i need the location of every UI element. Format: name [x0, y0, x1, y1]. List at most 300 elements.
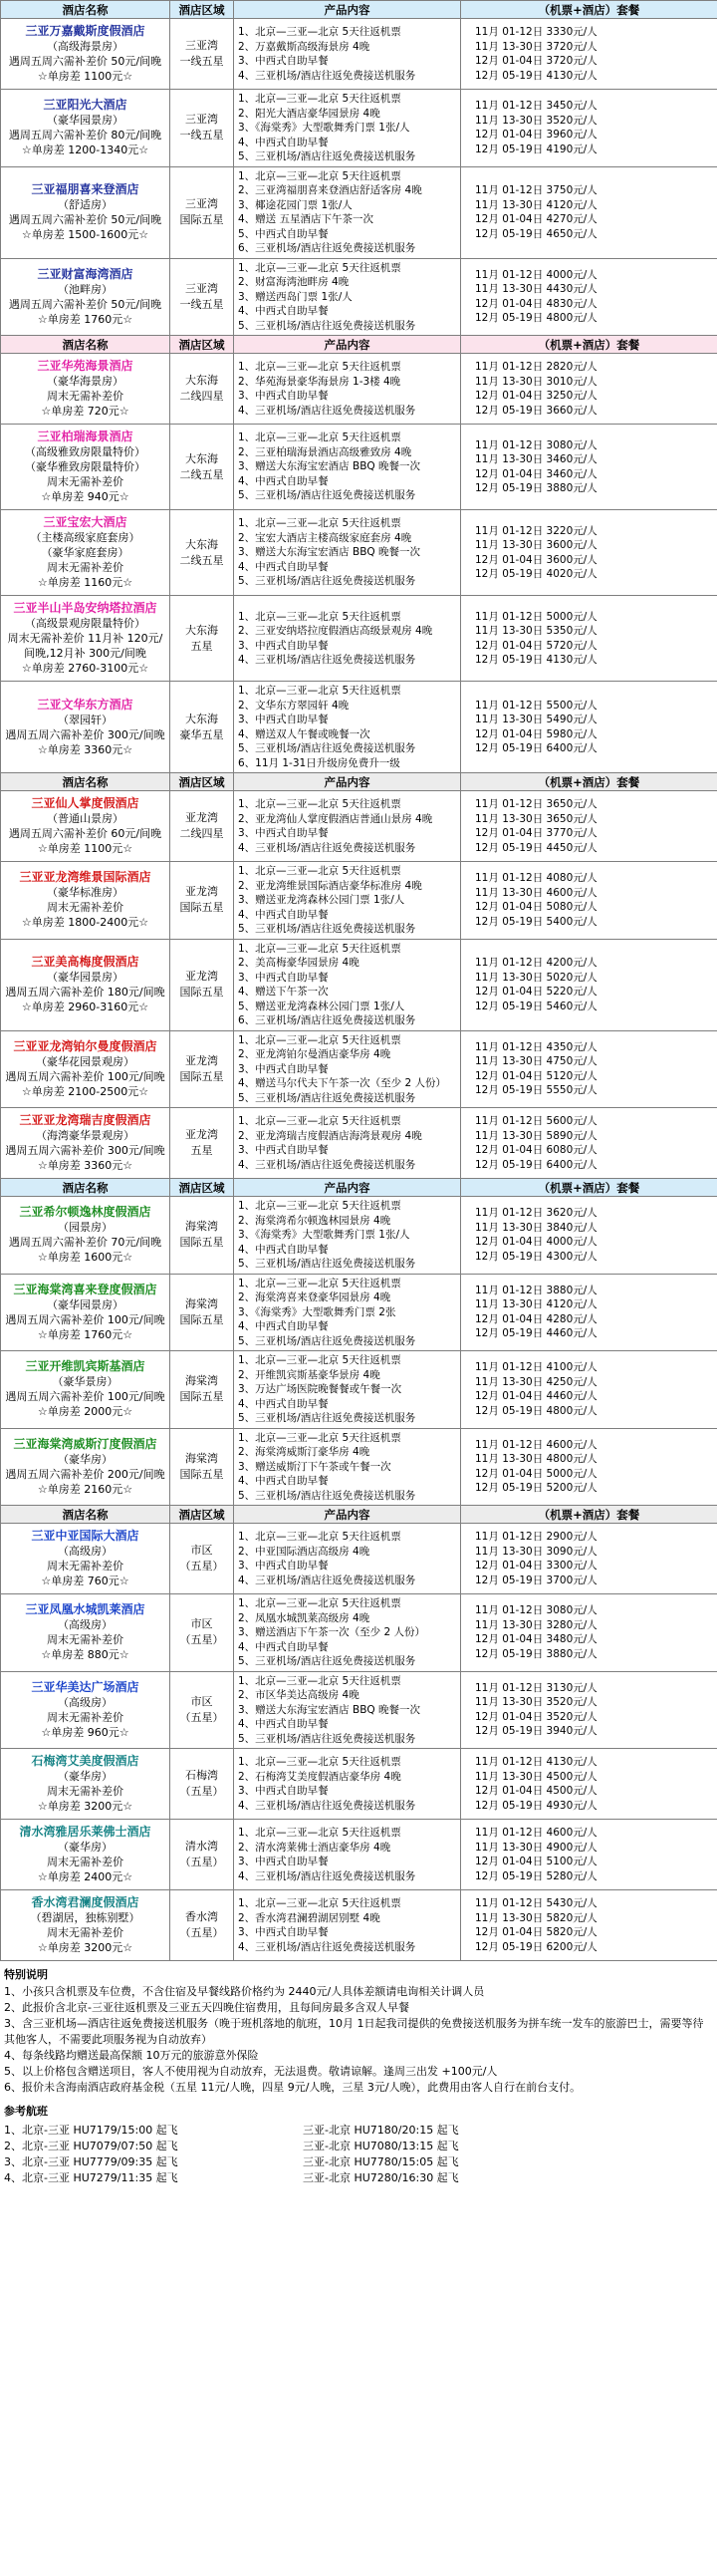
- region-cell: [170, 1428, 234, 1506]
- product-line: 4、三亚机场/酒店往返免费接送机服务: [238, 1940, 416, 1953]
- flight-row: [4, 2154, 713, 2170]
- hotel-row: [1, 862, 717, 940]
- hotel-block: [3, 1205, 167, 1265]
- price-line: 11月 01-12日 3650元/人: [475, 798, 598, 810]
- region-line: 国际五星: [179, 1312, 224, 1326]
- region-cell: [170, 1820, 234, 1890]
- product-line: 2、海棠湾喜来登豪华园景房 4晚: [238, 1291, 391, 1303]
- price-line: 12月 01-04日 3960元/人: [475, 129, 598, 142]
- product-line: 1、北京—三亚—北京 5天往返机票: [238, 1597, 401, 1609]
- product-cell: [234, 19, 461, 90]
- hotel-name[interactable]: 三亚海棠湾威斯汀度假酒店: [13, 1436, 157, 1451]
- product-cell: [234, 166, 461, 258]
- product-line: 6、11月 1-31日升级房免费升一级: [238, 756, 400, 769]
- product-cell: [234, 1274, 461, 1351]
- product-line: 2、亚龙湾瑞吉度假酒店海湾景观房 4晚: [238, 1129, 422, 1142]
- price-line: 12月 05-19日 4020元/人: [475, 568, 598, 580]
- product-line: 3、赠送亚龙湾森林公园门票 1张/人: [238, 894, 405, 906]
- product-line: 1、北京—三亚—北京 5天往返机票: [238, 865, 401, 877]
- hotel-detail-line: 周末无需补差价: [47, 1633, 123, 1647]
- price-line: 11月 01-12日 3220元/人: [475, 524, 598, 537]
- hotel-cell: [1, 1108, 170, 1179]
- price-line: 11月 13-30日 3460元/人: [475, 453, 598, 465]
- hotel-detail-line: ☆单房差 880元☆: [41, 1648, 129, 1662]
- product-line: 3、中西式自助早餐: [238, 714, 329, 725]
- region-line: 清水湾: [185, 1840, 218, 1853]
- product-line: 3、《海棠秀》大型歌舞秀门票 2张: [238, 1305, 396, 1318]
- price-line: 12月 05-19日 5280元/人: [475, 1869, 598, 1882]
- hotel-detail-line: （豪华园景房）: [47, 1297, 123, 1311]
- price-line: 11月 01-12日 2820元/人: [475, 361, 598, 373]
- header-hotel-name: 酒店名称: [1, 1, 170, 19]
- hotel-name[interactable]: 石梅湾艾美度假酒店: [31, 1754, 139, 1768]
- region-line: 香水湾: [185, 1910, 218, 1923]
- hotel-cell: [1, 596, 170, 682]
- hotel-detail-line: ☆单房差 1500-1600元☆: [21, 228, 149, 241]
- price-line: 11月 13-30日 4120元/人: [475, 1298, 598, 1311]
- product-line: 1、北京—三亚—北京 5天往返机票: [238, 1531, 401, 1543]
- region-cell: [170, 791, 234, 862]
- flight-row: [4, 2170, 713, 2186]
- region-line: 一线五星: [179, 55, 224, 68]
- price-line: 12月 01-04日 3460元/人: [475, 467, 598, 480]
- hotel-detail-line: （高级雅致房限量特价）: [25, 445, 145, 458]
- price-cell: [461, 939, 717, 1030]
- note-item: 2、此报价含北京-三亚往返机票及三亚五天四晚住宿费用，且每间房最多含双人早餐: [4, 2001, 409, 2014]
- price-line: 12月 05-19日 6400元/人: [475, 742, 598, 754]
- price-line: 12月 01-04日 4270元/人: [475, 213, 598, 225]
- region-line: 二线四星: [179, 827, 224, 840]
- region-line: 三亚湾: [185, 197, 218, 210]
- price-line: 11月 01-12日 3620元/人: [475, 1207, 598, 1220]
- hotel-block: [3, 1602, 167, 1662]
- price-line: 11月 01-12日 4080元/人: [475, 872, 598, 885]
- price-cell: [461, 1594, 717, 1672]
- region-line: （五星）: [179, 1926, 224, 1939]
- product-line: 1、北京—三亚—北京 5天往返机票: [238, 1033, 401, 1046]
- table-header-row: [1, 336, 717, 354]
- product-line: 2、财富海湾池畔房 4晚: [238, 276, 350, 288]
- product-line: 5、三亚机场/酒店往返免费接送机服务: [238, 489, 416, 502]
- product-line: 5、三亚机场/酒店往返免费接送机服务: [238, 1412, 416, 1424]
- hotel-detail-line: （豪华园景房）: [47, 971, 123, 984]
- hotel-row: [1, 1274, 717, 1351]
- hotel-name[interactable]: 三亚凤凰水城凯莱酒店: [25, 1602, 145, 1617]
- hotel-detail-line: （主楼高级家庭套房）: [30, 531, 140, 544]
- hotel-detail-line: ☆单房差 940元☆: [41, 490, 129, 503]
- product-line: 2、开维凯宾斯基豪华景房 4晚: [238, 1368, 380, 1381]
- product-line: 1、北京—三亚—北京 5天往返机票: [238, 685, 401, 697]
- hotel-block: [3, 1754, 167, 1814]
- hotel-block: [3, 182, 167, 242]
- hotel-detail-line: （豪华景房）: [52, 1375, 119, 1389]
- hotel-cell: [1, 1749, 170, 1820]
- hotel-block: [3, 1895, 167, 1955]
- region-line: 大东海: [185, 537, 218, 551]
- note-item: 6、报价未含海南酒店政府基金税（五星 11元/人晚，四星 9元/人晚，三星 3元/人晚），此费用由客人自行在前台支付。: [4, 2081, 582, 2094]
- hotel-detail-line: 遇周五周六需补差价 300元/间晚: [5, 1144, 165, 1157]
- product-line: 2、凤凰水城凯莱高级房 4晚: [238, 1611, 370, 1624]
- price-line: 11月 13-30日 4500元/人: [475, 1770, 598, 1783]
- product-line: 2、亚龙湾仙人掌度假酒店普通山景房 4晚: [238, 812, 433, 825]
- hotel-row: [1, 1890, 717, 1961]
- product-line: 4、中西式自助早餐: [238, 1718, 329, 1730]
- price-line: 11月 13-30日 3720元/人: [475, 40, 598, 53]
- product-line: 3、椰途花园门票 1张/人: [238, 198, 353, 211]
- hotel-name[interactable]: 三亚海棠湾喜来登度假酒店: [13, 1282, 157, 1296]
- header-product: 产品内容: [234, 336, 461, 354]
- hotel-row: [1, 791, 717, 862]
- product-cell: [234, 1820, 461, 1890]
- product-cell: [234, 258, 461, 336]
- hotel-block: [3, 359, 167, 419]
- hotel-detail-line: ☆单房差 1760元☆: [37, 312, 133, 326]
- hotel-row: [1, 1671, 717, 1749]
- product-line: 2、石梅湾艾美度假酒店豪华房 4晚: [238, 1770, 401, 1783]
- product-cell: [234, 1671, 461, 1749]
- hotel-cell: [1, 1351, 170, 1429]
- product-line: 4、三亚机场/酒店往返免费接送机服务: [238, 1869, 416, 1882]
- price-line: 11月 01-12日 3130元/人: [475, 1681, 598, 1694]
- product-line: 5、三亚机场/酒店往返免费接送机服务: [238, 1334, 416, 1347]
- price-line: 12月 05-19日 4800元/人: [475, 312, 598, 325]
- hotel-detail-line: ☆单房差 1800-2400元☆: [21, 916, 149, 930]
- price-cell: [461, 862, 717, 940]
- hotel-detail-line: ☆单房差 2160元☆: [37, 1482, 133, 1496]
- product-line: 2、阳光大酒店豪华园景房 4晚: [238, 107, 380, 120]
- hotel-cell: [1, 1274, 170, 1351]
- hotel-name[interactable]: 三亚开维凯宾斯基酒店: [25, 1359, 145, 1374]
- price-line: 12月 01-04日 3720元/人: [475, 55, 598, 67]
- product-line: 2、海棠湾威斯汀豪华房 4晚: [238, 1446, 370, 1458]
- hotel-detail-line: （豪华家庭套房）: [41, 546, 129, 559]
- hotel-cell: [1, 19, 170, 90]
- hotel-detail-line: 遇周五周六需补差价 50元/间晚: [8, 55, 162, 68]
- hotel-detail-line: 遇周五周六需补差价 200元/间晚: [5, 1467, 165, 1481]
- hotel-block: [3, 1437, 167, 1497]
- hotel-row: [1, 1351, 717, 1429]
- region-line: （五星）: [179, 1856, 224, 1868]
- price-line: 12月 05-19日 6400元/人: [475, 1158, 598, 1171]
- region-line: 大东海: [185, 374, 218, 387]
- hotel-name[interactable]: 三亚半山半岛安纳塔拉酒店: [13, 601, 157, 615]
- price-line: 12月 05-19日 4930元/人: [475, 1799, 598, 1812]
- region-line: 海棠湾: [185, 1374, 218, 1388]
- product-line: 1、北京—三亚—北京 5天往返机票: [238, 1897, 401, 1909]
- table-header-row: [1, 1, 717, 19]
- product-line: 3、中西式自助早餐: [238, 1144, 329, 1156]
- price-line: 11月 13-30日 3280元/人: [475, 1618, 598, 1631]
- product-line: 4、赠送马尔代夫下午茶一次（至少 2 人份）: [238, 1077, 447, 1089]
- price-line: 11月 13-30日 3600元/人: [475, 539, 598, 551]
- hotel-detail-line: ☆单房差 1100元☆: [37, 842, 133, 855]
- region-line: 市区: [190, 1544, 213, 1557]
- product-line: 1、北京—三亚—北京 5天往返机票: [238, 798, 401, 810]
- hotel-name[interactable]: 三亚中亚国际大酒店: [31, 1529, 139, 1543]
- product-cell: [234, 1749, 461, 1820]
- product-line: 3、赠送大东海宝宏酒店 BBQ 晚餐一次: [238, 546, 421, 559]
- flight-outbound: 1、北京-三亚 HU7179/15:00 起飞: [4, 2124, 178, 2137]
- hotel-cell: [1, 1030, 170, 1108]
- price-line: 12月 01-04日 3300元/人: [475, 1560, 598, 1572]
- product-line: 5、三亚机场/酒店往返免费接送机服务: [238, 150, 416, 162]
- region-cell: [170, 1197, 234, 1275]
- price-line: 12月 05-19日 4300元/人: [475, 1250, 598, 1263]
- product-line: 4、三亚机场/酒店往返免费接送机服务: [238, 841, 416, 854]
- product-line: 4、赠送双人午餐或晚餐一次: [238, 727, 370, 740]
- price-line: 11月 01-12日 2900元/人: [475, 1531, 598, 1543]
- product-cell: [234, 1197, 461, 1275]
- hotel-cell: [1, 1197, 170, 1275]
- hotel-detail-line: （豪华海景房）: [47, 375, 123, 388]
- region-line: 一线五星: [179, 129, 224, 143]
- price-line: 11月 01-12日 3880元/人: [475, 1284, 598, 1296]
- hotel-block: [3, 796, 167, 856]
- product-cell: [234, 1108, 461, 1179]
- product-line: 4、中西式自助早餐: [238, 560, 329, 573]
- header-price: （机票+酒店）套餐: [461, 773, 717, 791]
- product-line: 4、中西式自助早餐: [238, 1243, 329, 1256]
- price-line: 12月 05-19日 3940元/人: [475, 1725, 598, 1738]
- flight-return: 三亚-北京 HU7280/16:30 起飞: [303, 2171, 459, 2184]
- region-cell: [170, 1671, 234, 1749]
- hotel-name[interactable]: 三亚美高梅度假酒店: [31, 955, 139, 969]
- hotel-detail-line: ☆单房差 2400元☆: [37, 1870, 133, 1883]
- hotel-block: [3, 1039, 167, 1099]
- price-line: 12月 01-04日 4460元/人: [475, 1390, 598, 1403]
- product-line: 3、万达广场医院晚餐餐或午餐一次: [238, 1383, 402, 1395]
- price-line: 11月 13-30日 3520元/人: [475, 1696, 598, 1709]
- region-line: 国际五星: [179, 1390, 224, 1404]
- hotel-name[interactable]: 三亚亚龙湾瑞吉度假酒店: [19, 1113, 151, 1127]
- region-line: 二线四星: [179, 390, 224, 403]
- price-cell: [461, 258, 717, 336]
- price-line: 11月 01-12日 5600元/人: [475, 1115, 598, 1127]
- product-line: 5、赠送亚龙湾森林公园门票 1张/人: [238, 1000, 405, 1012]
- hotel-row: [1, 1820, 717, 1890]
- price-line: 12月 05-19日 3660元/人: [475, 404, 598, 417]
- flight-outbound: 2、北京-三亚 HU7079/07:50 起飞: [4, 2140, 178, 2152]
- region-line: （五星）: [179, 1710, 224, 1724]
- region-cell: [170, 90, 234, 167]
- product-cell: [234, 354, 461, 425]
- hotel-name[interactable]: 三亚阳光大酒店: [43, 98, 127, 113]
- hotel-detail-line: 周末无需补差价: [47, 901, 123, 915]
- hotel-detail-line: 遇周五周六需补差价 70元/间晚: [8, 1236, 162, 1250]
- price-line: 12月 05-19日 5550元/人: [475, 1084, 598, 1097]
- hotel-detail-line: （豪华房）: [58, 1841, 113, 1854]
- flights-list: [4, 2123, 713, 2186]
- region-line: 大东海: [185, 623, 218, 637]
- product-line: 5、三亚机场/酒店往返免费接送机服务: [238, 923, 416, 935]
- product-line: 3、中西式自助早餐: [238, 971, 329, 984]
- product-line: 1、北京—三亚—北京 5天往返机票: [238, 169, 401, 182]
- product-line: 4、中西式自助早餐: [238, 1397, 329, 1410]
- hotel-detail-line: 周末无需补差价: [47, 475, 123, 488]
- price-cell: [461, 682, 717, 773]
- region-line: 二线五星: [179, 467, 224, 481]
- region-line: 一线五星: [179, 297, 224, 311]
- hotel-name[interactable]: 三亚亚龙湾铂尔曼度假酒店: [13, 1038, 157, 1053]
- price-line: 11月 13-30日 5890元/人: [475, 1129, 598, 1142]
- hotel-name[interactable]: 三亚财富海湾酒店: [37, 266, 133, 281]
- hotel-name[interactable]: 三亚华美达广场酒店: [31, 1679, 139, 1694]
- region-cell: [170, 1351, 234, 1429]
- product-line: 3、中西式自助早餐: [238, 827, 329, 839]
- hotel-detail-line: （豪华园景房）: [47, 114, 123, 128]
- hotel-name[interactable]: 三亚福朋喜来登酒店: [31, 182, 139, 196]
- product-line: 2、中亚国际酒店高级房 4晚: [238, 1545, 370, 1558]
- product-line: 1、北京—三亚—北京 5天往返机票: [238, 1674, 401, 1687]
- price-line: 12月 01-04日 5220元/人: [475, 986, 598, 998]
- hotel-name[interactable]: 三亚华苑海景酒店: [37, 359, 133, 373]
- price-line: 11月 13-30日 4120元/人: [475, 198, 598, 211]
- product-line: 2、三亚湾福朋喜来登酒店舒适客房 4晚: [238, 184, 422, 196]
- hotel-detail-line: ☆单房差 960元☆: [41, 1725, 129, 1739]
- price-line: 11月 13-30日 3010元/人: [475, 375, 598, 388]
- hotel-row: [1, 596, 717, 682]
- flight-return: 三亚-北京 HU7780/15:05 起飞: [303, 2155, 459, 2168]
- region-cell: [170, 1030, 234, 1108]
- hotel-block: [3, 98, 167, 157]
- hotel-detail-line: 遇周五周六需补差价 50元/间晚: [8, 213, 162, 226]
- product-line: 3、中西式自助早餐: [238, 639, 329, 652]
- region-line: 亚龙湾: [185, 885, 218, 899]
- hotel-detail-line: ☆单房差 1200-1340元☆: [21, 143, 149, 157]
- price-line: 12月 01-04日 3770元/人: [475, 827, 598, 839]
- header-price: （机票+酒店）套餐: [461, 336, 717, 354]
- region-cell: [170, 1524, 234, 1594]
- hotel-detail-line: ☆单房差 3200元☆: [37, 1800, 133, 1813]
- hotel-name[interactable]: 三亚文华东方酒店: [37, 697, 133, 712]
- hotel-cell: [1, 682, 170, 773]
- region-line: 国际五星: [179, 213, 224, 226]
- hotel-cell: [1, 1890, 170, 1961]
- product-line: 3、中西式自助早餐: [238, 390, 329, 402]
- product-line: 2、清水湾莱佛士酒店豪华房 4晚: [238, 1841, 391, 1854]
- product-line: 3、中西式自助早餐: [238, 1062, 329, 1075]
- price-line: 12月 01-04日 6080元/人: [475, 1144, 598, 1156]
- region-line: 三亚湾: [185, 113, 218, 127]
- hotel-row: [1, 1108, 717, 1179]
- product-line: 3、赠送酒店下午茶一次（至少 2 人份）: [238, 1626, 426, 1638]
- hotel-name[interactable]: 三亚亚龙湾维景国际酒店: [19, 870, 151, 885]
- hotel-row: [1, 90, 717, 167]
- price-line: 12月 01-04日 5100元/人: [475, 1856, 598, 1867]
- product-line: 5、三亚机场/酒店往返免费接送机服务: [238, 1091, 416, 1104]
- table-header-row: [1, 1179, 717, 1197]
- price-cell: [461, 791, 717, 862]
- hotel-name[interactable]: 三亚希尔顿逸林度假酒店: [19, 1205, 151, 1220]
- region-cell: [170, 425, 234, 510]
- price-cell: [461, 1274, 717, 1351]
- price-line: 12月 05-19日 4650元/人: [475, 227, 598, 240]
- product-line: 4、中西式自助早餐: [238, 908, 329, 921]
- hotel-detail-line: 遇周五周六需补差价 300元/间晚: [5, 727, 165, 741]
- product-line: 2、亚龙湾铂尔曼酒店豪华房 4晚: [238, 1048, 391, 1060]
- header-price: （机票+酒店）套餐: [461, 1, 717, 19]
- price-cell: [461, 1820, 717, 1890]
- price-line: 12月 01-04日 5080元/人: [475, 901, 598, 914]
- hotel-detail-line: （池畔房）: [58, 282, 113, 296]
- product-line: 1、北京—三亚—北京 5天往返机票: [238, 1277, 401, 1289]
- region-line: （五星）: [179, 1633, 224, 1647]
- hotel-name[interactable]: 香水湾君澜度假酒店: [31, 1895, 139, 1909]
- product-line: 2、宝宏大酒店主楼高级家庭套房 4晚: [238, 531, 412, 544]
- hotel-detail-line: ☆单房差 3360元☆: [37, 742, 133, 756]
- region-line: 市区: [190, 1694, 213, 1708]
- price-line: 12月 01-04日 3520元/人: [475, 1710, 598, 1723]
- product-line: 4、三亚机场/酒店往返免费接送机服务: [238, 69, 416, 82]
- hotel-detail-line: （豪华雅致房限量特价）: [25, 460, 145, 473]
- price-cell: [461, 1890, 717, 1961]
- product-line: 4、三亚机场/酒店往返免费接送机服务: [238, 654, 416, 666]
- product-line: 3、中西式自助早餐: [238, 1560, 329, 1572]
- price-line: 11月 01-12日 4130元/人: [475, 1756, 598, 1768]
- product-line: 6、三亚机场/酒店往返免费接送机服务: [238, 1014, 416, 1026]
- product-cell: [234, 1428, 461, 1506]
- hotel-cell: [1, 166, 170, 258]
- product-line: 3、《海棠秀》大型歌舞秀门票 1张/人: [238, 1229, 410, 1241]
- region-line: 海棠湾: [185, 1220, 218, 1234]
- header-region: 酒店区域: [170, 1506, 234, 1524]
- product-line: 1、北京—三亚—北京 5天往返机票: [238, 93, 401, 105]
- hotel-row: [1, 1030, 717, 1108]
- hotel-detail-line: （高级景观房限量特价）: [25, 617, 145, 630]
- price-line: 11月 13-30日 3650元/人: [475, 812, 598, 825]
- hotel-detail-line: 遇周五周六需补差价 60元/间晚: [8, 827, 162, 840]
- hotel-name[interactable]: 三亚柏瑞海景酒店: [37, 429, 133, 443]
- hotel-row: [1, 1197, 717, 1275]
- hotel-name[interactable]: 清水湾雅居乐莱佛士酒店: [19, 1825, 151, 1839]
- hotel-block: [3, 429, 167, 504]
- flights-title: 参考航班: [4, 2105, 48, 2118]
- hotel-row: [1, 1524, 717, 1594]
- product-line: 5、中西式自助早餐: [238, 227, 329, 240]
- price-line: 12月 01-04日 5980元/人: [475, 727, 598, 740]
- product-line: 4、三亚机场/酒店往返免费接送机服务: [238, 1574, 416, 1586]
- price-line: 12月 01-04日 3480元/人: [475, 1633, 598, 1646]
- product-line: 1、北京—三亚—北京 5天往返机票: [238, 1756, 401, 1768]
- price-line: 11月 13-30日 4430元/人: [475, 283, 598, 296]
- product-line: 3、《海棠秀》大型歌舞秀门票 1张/人: [238, 122, 410, 134]
- hotel-name[interactable]: 三亚万嘉戴斯度假酒店: [25, 24, 145, 38]
- price-cell: [461, 1428, 717, 1506]
- product-line: 4、三亚机场/酒店往返免费接送机服务: [238, 404, 416, 417]
- region-line: 亚龙湾: [185, 1128, 218, 1141]
- product-line: 4、三亚机场/酒店往返免费接送机服务: [238, 1799, 416, 1812]
- hotel-name[interactable]: 三亚仙人掌度假酒店: [31, 796, 139, 810]
- price-line: 12月 05-19日 4460元/人: [475, 1327, 598, 1340]
- hotel-block: [3, 1529, 167, 1588]
- hotel-name[interactable]: 三亚宝宏大酒店: [43, 515, 127, 529]
- price-cell: [461, 510, 717, 596]
- hotel-block: [3, 870, 167, 930]
- product-line: 1、北京—三亚—北京 5天往返机票: [238, 261, 401, 274]
- hotel-row: [1, 1428, 717, 1506]
- hotel-detail-line: （高级房）: [58, 1695, 113, 1709]
- header-hotel-name: 酒店名称: [1, 1179, 170, 1197]
- hotel-detail-line: 遇周五周六需补差价 100元/间晚: [5, 1390, 165, 1404]
- hotel-detail-line: ☆单房差 2000元☆: [37, 1405, 133, 1419]
- price-line: 12月 05-19日 4130元/人: [475, 69, 598, 82]
- product-cell: [234, 425, 461, 510]
- price-line: 11月 01-12日 3450元/人: [475, 100, 598, 113]
- note-item: 3、含三亚机场—酒店往返免费接送机服务（晚于班机落地的航班，10月 1日起我司提供的免费接送机服务为拼车统一发车的旅游巴士，需要等待其他客人，不需要此项服务视为自动放弃）: [4, 2017, 704, 2046]
- product-cell: [234, 939, 461, 1030]
- hotel-detail-line: ☆单房差 2100-2500元☆: [21, 1084, 149, 1098]
- hotel-detail-line: 遇周五周六需补差价 180元/间晚: [5, 986, 165, 999]
